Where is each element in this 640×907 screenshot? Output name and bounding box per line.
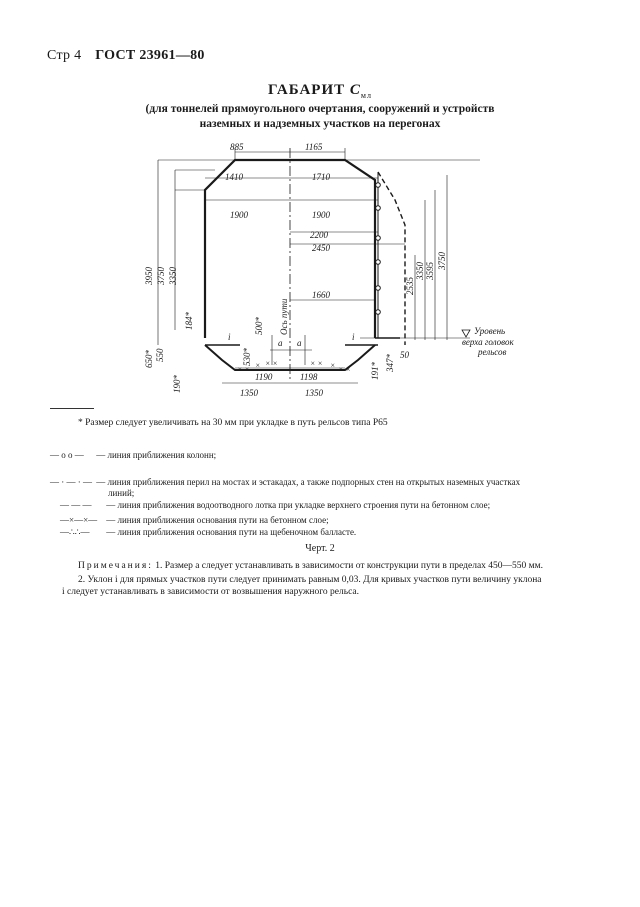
svg-text:×: × [330,361,336,370]
svg-text:× ×: × × [265,359,278,368]
svg-text:× ×: × × [338,365,351,374]
footnote: * Размер следует увеличивать на 30 мм при укладке в путь рельсов типа Р65 [78,418,388,428]
dim-2450: 2450 [312,243,330,253]
dim-50: 50 [400,350,409,360]
dim-184: 184* [184,312,194,330]
legend-text-5: — линия приближения основания пути на щебеночном балласте. [106,527,357,537]
dim-500: 500* [254,317,264,335]
legend-row-1 [50,449,216,461]
footnote-divider [50,408,94,409]
subtitle-line-1: (для тоннелей прямоугольного очертания, сооружений и устройств [145,103,495,115]
dim-1660: 1660 [312,290,330,300]
title-subscript: мл [360,91,372,100]
dim-530: 530* [242,348,252,366]
legend-row-4 [60,514,329,526]
legend-text-4: — линия приближения основания пути на бетонном слое; [106,515,329,525]
slope-i-left: i [228,332,231,342]
page-number: Стр 4 [47,48,82,63]
tray-line [378,172,405,345]
legend-symbol-2: — · — · — [50,477,92,487]
legend-symbol-1: — о о — [50,450,84,460]
dim-550: 550 [155,348,165,362]
dim-3750-left: 3750 [156,267,166,285]
legend-text-1: — линия приближения колонн; [96,450,217,460]
dim-650: 650* [144,350,154,368]
note-1-text: 1. Размер a следует устанавливать в зависимости от конструкции пути в пределах 450—550 мм. [155,561,544,571]
dim-a-2: a [297,338,302,348]
dim-1350-left: 1350 [240,388,258,398]
dim-2200: 2200 [310,230,328,240]
dim-3750-right: 3750 [437,252,447,270]
dim-3350-left: 3350 [168,267,178,285]
legend-symbol-3: — — — [60,500,92,510]
svg-text:× ×: × × [310,359,323,368]
rail-label-2: верха головок [462,337,514,347]
svg-text:×: × [255,361,261,370]
dim-3350-right: 3350 [415,262,425,280]
notes-heading: Примечания: [78,561,153,571]
dim-3595: 3595 [425,262,435,280]
svg-text:× ×: × × [237,365,250,374]
legend-symbol-5: —∴∴— [60,527,90,537]
dim-1165: 1165 [305,142,323,152]
standard-code: ГОСТ 23961—80 [95,48,205,63]
note-2: 2. Уклон i для прямых участков пути следует принимать равным 0,03. Для кривых участков пути величину уклона [78,575,542,585]
dim-a: a [278,338,283,348]
legend-text-2: — линия приближения перил на мостах и эстакадах, а также подпорных стен на открытых наземных участках [96,477,521,487]
figure-caption: Черт. 2 [305,543,335,554]
rail-label-3: рельсов [478,347,507,357]
legend-text-2b: линий; [108,488,135,498]
axis-label: Ось пути [279,298,289,335]
dim-885: 885 [230,142,244,152]
dim-3950: 3950 [144,267,154,285]
clearance-drawing [0,0,640,400]
dim-2535: 2535 [405,277,415,295]
legend-symbol-4: —×—×— [60,515,98,525]
dim-1190: 1190 [255,372,273,382]
slope-i-right: i [352,332,355,342]
title-symbol: С [349,82,361,98]
legend-row-5 [60,526,356,538]
legend-row-2b [108,487,134,499]
subtitle-line-2: наземных и надземных участков на перегонах [199,118,441,130]
note-1 [78,560,618,573]
title-main: ГАБАРИТ [268,82,346,98]
dim-1900-right: 1900 [312,210,330,220]
note-2-cont: i следует устанавливать в зависимости от возвышения наружного рельса. [62,587,360,597]
dim-347: 347* [385,354,395,372]
dim-1350-right: 1350 [305,388,323,398]
dim-1198: 1198 [300,372,318,382]
dim-1710: 1710 [312,172,330,182]
dim-191: 191* [370,362,380,380]
legend-row-3 [60,499,490,511]
dim-1900-left: 1900 [230,210,248,220]
dim-1410: 1410 [225,172,243,182]
dim-190: 190* [172,375,182,393]
legend-text-3: — линия приближения водоотводного лотка при укладке верхнего строения пути на бетонном слое; [106,500,491,510]
rail-label-1: Уровень [474,326,506,336]
